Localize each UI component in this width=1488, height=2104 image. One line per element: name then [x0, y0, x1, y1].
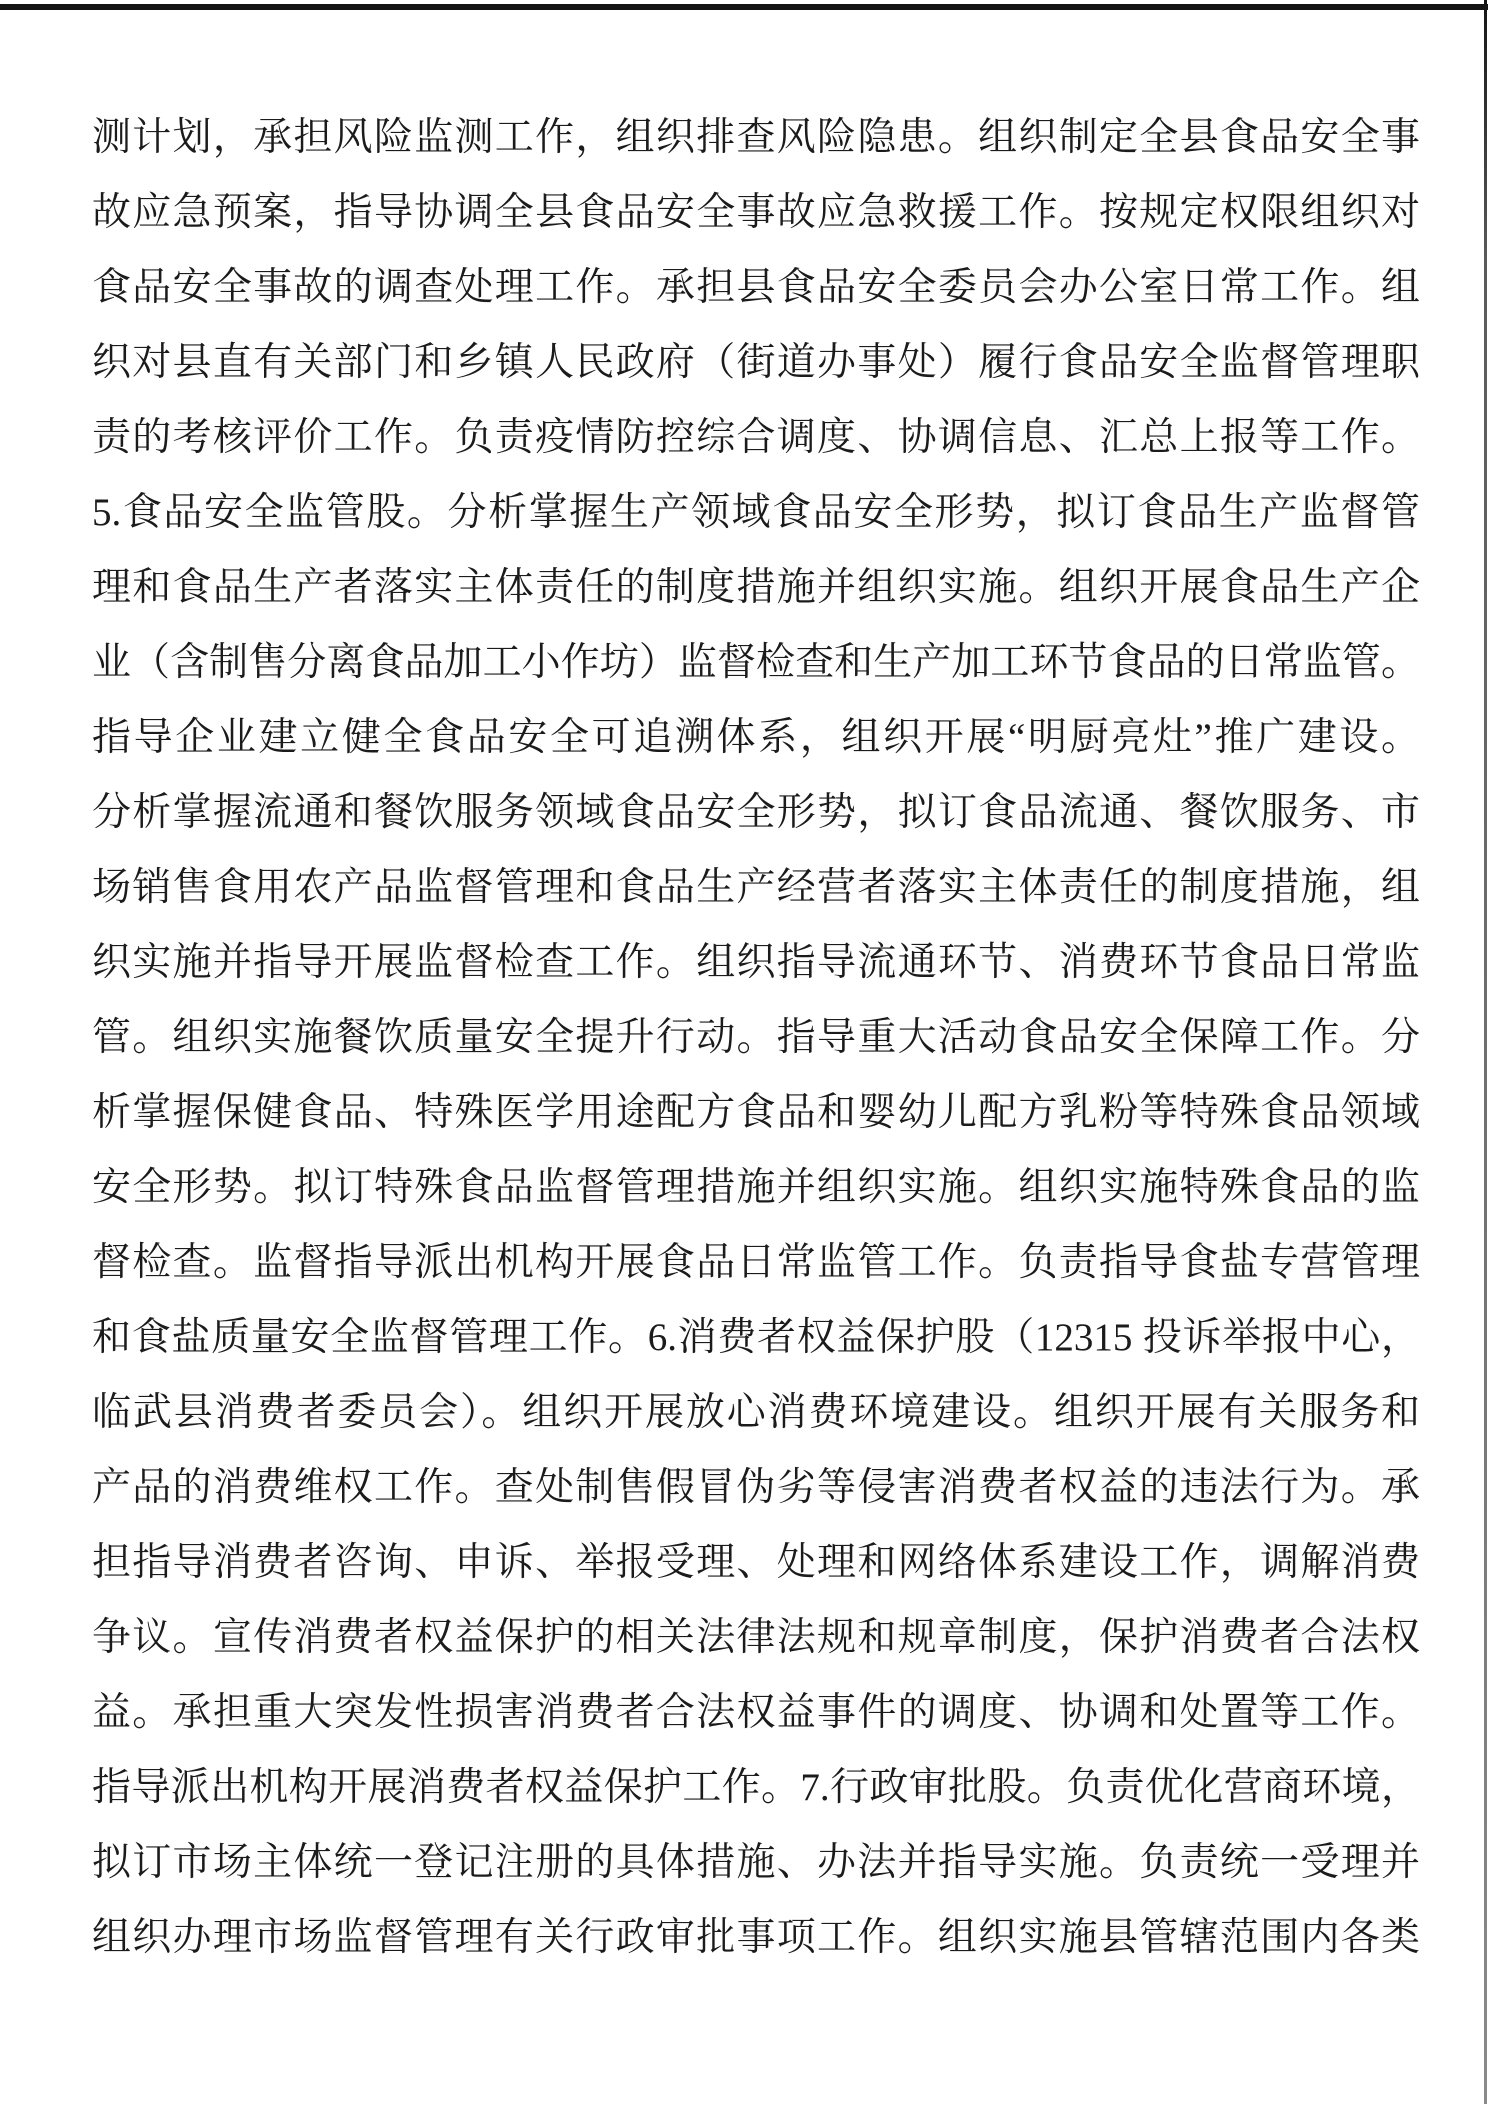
- text-line: 织实施并指导开展监督检查工作。组织指导流通环节、消费环节食品日常监: [92, 941, 1420, 984]
- text-line: 安全形势。拟订特殊食品监督管理措施并组织实施。组织实施特殊食品的监: [92, 1166, 1420, 1209]
- text-line: 业（含制售分离食品加工小作坊）监督检查和生产加工环节食品的日常监管。: [92, 641, 1420, 684]
- text-line: 争议。宣传消费者权益保护的相关法律法规和规章制度，保护消费者合法权: [92, 1616, 1420, 1659]
- text-line: 食品安全事故的调查处理工作。承担县食品安全委员会办公室日常工作。组: [92, 266, 1420, 309]
- text-line: 5.食品安全监管股。分析掌握生产领域食品安全形势，拟订食品生产监督管: [92, 491, 1420, 534]
- text-line: 场销售食用农产品监督管理和食品生产经营者落实主体责任的制度措施，组: [92, 866, 1420, 909]
- text-line: 管。组织实施餐饮质量安全提升行动。指导重大活动食品安全保障工作。分: [92, 1016, 1420, 1059]
- text-line: 指导企业建立健全食品安全可追溯体系，组织开展“明厨亮灶”推广建设。: [92, 716, 1420, 759]
- text-line: 担指导消费者咨询、申诉、举报受理、处理和网络体系建设工作，调解消费: [92, 1541, 1420, 1584]
- text-line: 织对县直有关部门和乡镇人民政府（街道办事处）履行食品安全监督管理职: [92, 341, 1420, 384]
- body-text-block: [92, 100, 1420, 1975]
- text-line: 理和食品生产者落实主体责任的制度措施并组织实施。组织开展食品生产企: [92, 566, 1420, 609]
- text-line: 益。承担重大突发性损害消费者合法权益事件的调度、协调和处置等工作。: [92, 1691, 1420, 1734]
- text-line: 指导派出机构开展消费者权益保护工作。7.行政审批股。负责优化营商环境，: [92, 1766, 1420, 1809]
- text-line: 拟订市场主体统一登记注册的具体措施、办法并指导实施。负责统一受理并: [92, 1841, 1420, 1884]
- text-line: 产品的消费维权工作。查处制售假冒伪劣等侵害消费者权益的违法行为。承: [92, 1466, 1420, 1509]
- text-line: 组织办理市场监督管理有关行政审批事项工作。组织实施县管辖范围内各类: [92, 1916, 1420, 1959]
- text-line: 故应急预案，指导协调全县食品安全事故应急救援工作。按规定权限组织对: [92, 191, 1420, 234]
- text-line: 督检查。监督指导派出机构开展食品日常监管工作。负责指导食盐专营管理: [92, 1241, 1420, 1284]
- text-line: 和食盐质量安全监督管理工作。6.消费者权益保护股（12315 投诉举报中心，: [92, 1316, 1420, 1359]
- top-edge-rule: [0, 4, 1488, 10]
- text-line: 临武县消费者委员会）。组织开展放心消费环境建设。组织开展有关服务和: [92, 1391, 1420, 1434]
- text-line: 分析掌握流通和餐饮服务领域食品安全形势，拟订食品流通、餐饮服务、市: [92, 791, 1420, 834]
- text-line: 责的考核评价工作。负责疫情防控综合调度、协调信息、汇总上报等工作。: [92, 416, 1420, 459]
- text-line: 析掌握保健食品、特殊医学用途配方食品和婴幼儿配方乳粉等特殊食品领域: [92, 1091, 1420, 1134]
- right-edge-rule: [1484, 0, 1487, 2104]
- text-line: 测计划，承担风险监测工作，组织排查风险隐患。组织制定全县食品安全事: [92, 116, 1420, 159]
